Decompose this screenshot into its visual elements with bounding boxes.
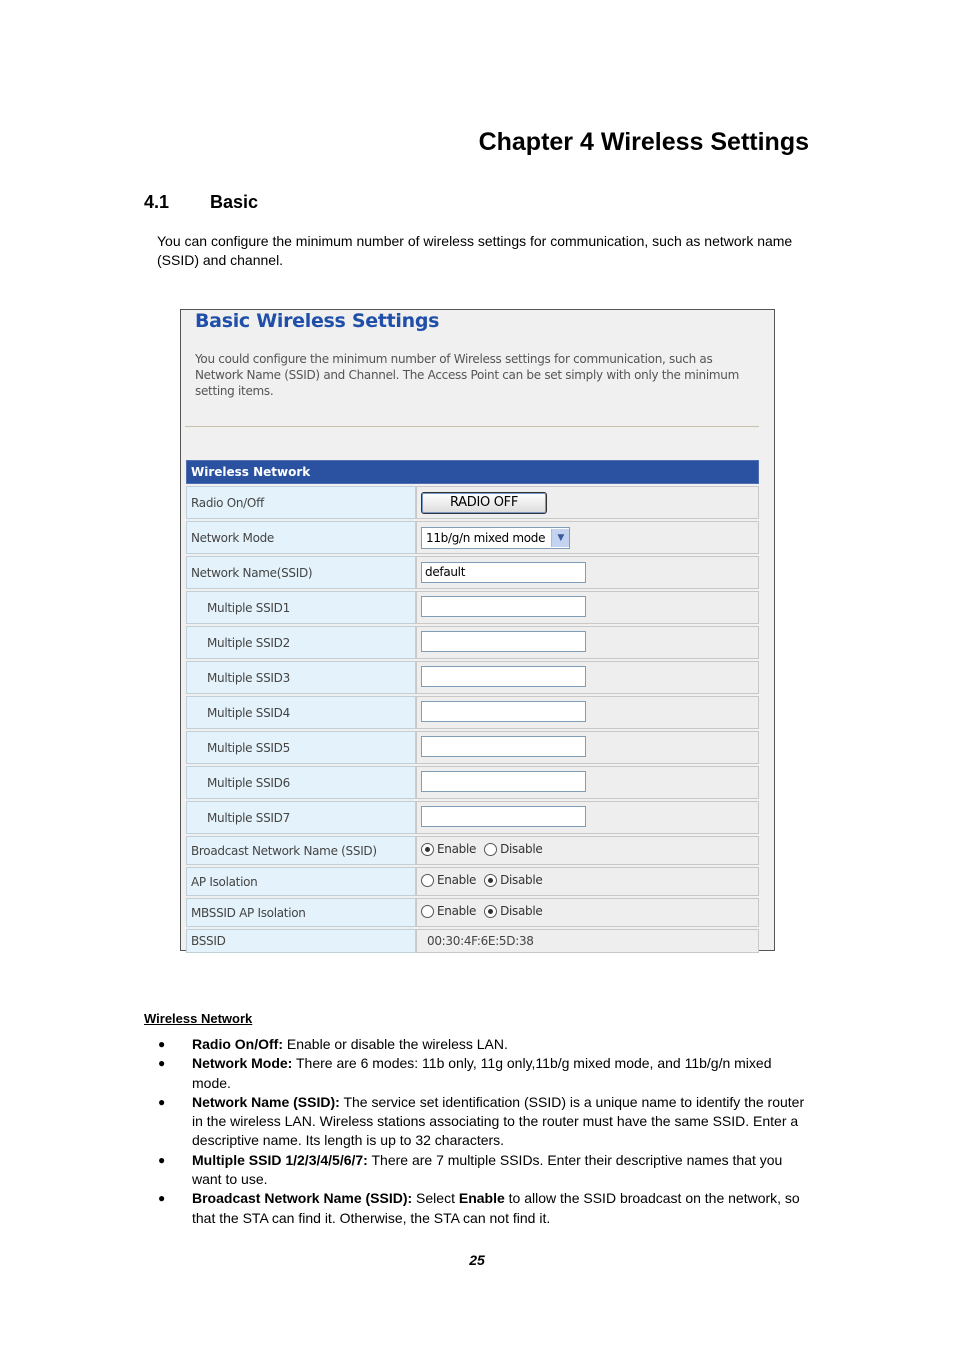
table-row bbox=[186, 661, 759, 694]
bullet-term: Radio On/Off: bbox=[192, 1036, 283, 1052]
disable-label: Disable bbox=[500, 842, 543, 857]
table-row bbox=[186, 626, 759, 659]
radio-onoff-label: Radio On/Off bbox=[186, 486, 416, 519]
wireless-network-header: Wireless Network bbox=[186, 460, 759, 484]
list-item bbox=[144, 1054, 814, 1093]
wireless-network-table bbox=[186, 458, 759, 955]
bullet-text: The service set identification (SSID) is a unique name to identify the router in the wireless LAN. Wireless stations associating to the router must have the same SSID. Enter a descriptive name. Its length is up to 32 characters. bbox=[192, 1093, 805, 1149]
intro-paragraph: You can configure the minimum number of wireless settings for communication, such as network name (SSID) and channel. bbox=[157, 233, 793, 268]
network-mode-label: Network Mode bbox=[186, 521, 416, 554]
bullet-text: Select bbox=[412, 1190, 459, 1207]
screenshot-divider bbox=[185, 426, 759, 427]
table-row bbox=[186, 801, 759, 834]
list-item bbox=[144, 1151, 814, 1190]
ap-isolation-disable-radio[interactable] bbox=[484, 874, 497, 887]
list-item bbox=[144, 1093, 814, 1151]
table-row bbox=[186, 556, 759, 589]
ap-isolation-label: AP Isolation bbox=[186, 867, 416, 896]
multiple-ssid6-input[interactable] bbox=[421, 771, 586, 792]
disable-label: Disable bbox=[500, 904, 543, 919]
disable-label: Disable bbox=[500, 873, 543, 888]
table-row bbox=[186, 898, 759, 927]
table-row bbox=[186, 867, 759, 896]
bullet-term: Multiple SSID 1/2/3/4/5/6/7: bbox=[192, 1151, 368, 1168]
bullet-text: to allow the SSID broadcast on the network, so that the STA can find it. Otherwise, the STA can not find it. bbox=[192, 1190, 800, 1226]
bullet-text: Enable or disable the wireless LAN. bbox=[283, 1036, 508, 1052]
list-item bbox=[144, 1189, 814, 1228]
network-mode-value: 11b/g/n mixed mode bbox=[426, 530, 546, 545]
enable-label: Enable bbox=[437, 873, 477, 888]
network-mode-select[interactable] bbox=[421, 527, 570, 549]
basic-wireless-settings-screenshot bbox=[180, 309, 775, 951]
mbssid-isolation-radio-group bbox=[421, 904, 551, 918]
table-row bbox=[186, 486, 759, 519]
ap-isolation-enable-radio[interactable] bbox=[421, 874, 434, 887]
chevron-down-icon: ▼ bbox=[551, 529, 569, 547]
enable-label: Enable bbox=[437, 904, 477, 919]
multiple-ssid3-label: Multiple SSID3 bbox=[186, 661, 416, 694]
radio-off-button[interactable]: RADIO OFF bbox=[421, 492, 547, 514]
bullet-text: There are 7 multiple SSIDs. Enter their descriptive names that you want to use. bbox=[192, 1151, 783, 1188]
multiple-ssid2-input[interactable] bbox=[421, 631, 586, 652]
broadcast-ssid-label: Broadcast Network Name (SSID) bbox=[186, 836, 416, 865]
broadcast-enable-radio[interactable] bbox=[421, 843, 434, 856]
multiple-ssid5-label: Multiple SSID5 bbox=[186, 731, 416, 764]
table-row bbox=[186, 521, 759, 554]
multiple-ssid3-input[interactable] bbox=[421, 666, 586, 687]
mbssid-ap-isolation-label: MBSSID AP Isolation bbox=[186, 898, 416, 927]
multiple-ssid4-label: Multiple SSID4 bbox=[186, 696, 416, 729]
chapter-title: Chapter 4 Wireless Settings bbox=[478, 128, 809, 156]
multiple-ssid1-label: Multiple SSID1 bbox=[186, 591, 416, 624]
bssid-label: BSSID bbox=[186, 929, 416, 953]
network-name-label: Network Name(SSID) bbox=[186, 556, 416, 589]
mbssid-disable-radio[interactable] bbox=[484, 905, 497, 918]
mbssid-enable-radio[interactable] bbox=[421, 905, 434, 918]
screenshot-description: You could configure the minimum number of Wireless settings for communication, such as Network Name (SSID) and Channel. The Access Point can be set simply with only the minimum setting items. bbox=[195, 352, 739, 398]
screenshot-title: Basic Wireless Settings bbox=[195, 310, 440, 332]
bullet-bold-word: Enable bbox=[458, 1190, 505, 1207]
table-row bbox=[186, 591, 759, 624]
broadcast-disable-radio[interactable] bbox=[484, 843, 497, 856]
multiple-ssid7-label: Multiple SSID7 bbox=[186, 801, 416, 834]
wireless-network-heading: Wireless Network bbox=[144, 1011, 253, 1026]
enable-label: Enable bbox=[437, 842, 477, 857]
table-row bbox=[186, 696, 759, 729]
bullet-term: Network Name (SSID): bbox=[192, 1093, 340, 1110]
bullet-text: There are 6 modes: 11b only, 11g only,11b/g mixed mode, and 11b/g/n mixed mode. bbox=[192, 1055, 772, 1091]
multiple-ssid1-input[interactable] bbox=[421, 596, 586, 617]
broadcast-ssid-radio-group bbox=[421, 842, 551, 856]
multiple-ssid2-label: Multiple SSID2 bbox=[186, 626, 416, 659]
bullet-term: Broadcast Network Name (SSID): bbox=[192, 1190, 413, 1207]
settings-description-list bbox=[144, 1035, 814, 1228]
page-number: 25 bbox=[469, 1252, 485, 1268]
table-row bbox=[186, 766, 759, 799]
multiple-ssid6-label: Multiple SSID6 bbox=[186, 766, 416, 799]
multiple-ssid5-input[interactable] bbox=[421, 736, 586, 757]
table-row bbox=[186, 731, 759, 764]
bssid-value: 00:30:4F:6E:5D:38 bbox=[427, 934, 534, 948]
section-title: Basic bbox=[210, 192, 259, 212]
ap-isolation-radio-group bbox=[421, 873, 551, 887]
ssid-input[interactable]: default bbox=[421, 562, 586, 583]
table-row bbox=[186, 929, 759, 953]
bullet-term: Network Mode: bbox=[192, 1055, 293, 1072]
table-row bbox=[186, 836, 759, 865]
section-number: 4.1 bbox=[144, 192, 170, 212]
list-item bbox=[144, 1035, 814, 1054]
multiple-ssid7-input[interactable] bbox=[421, 806, 586, 827]
section-heading bbox=[144, 192, 258, 213]
multiple-ssid4-input[interactable] bbox=[421, 701, 586, 722]
